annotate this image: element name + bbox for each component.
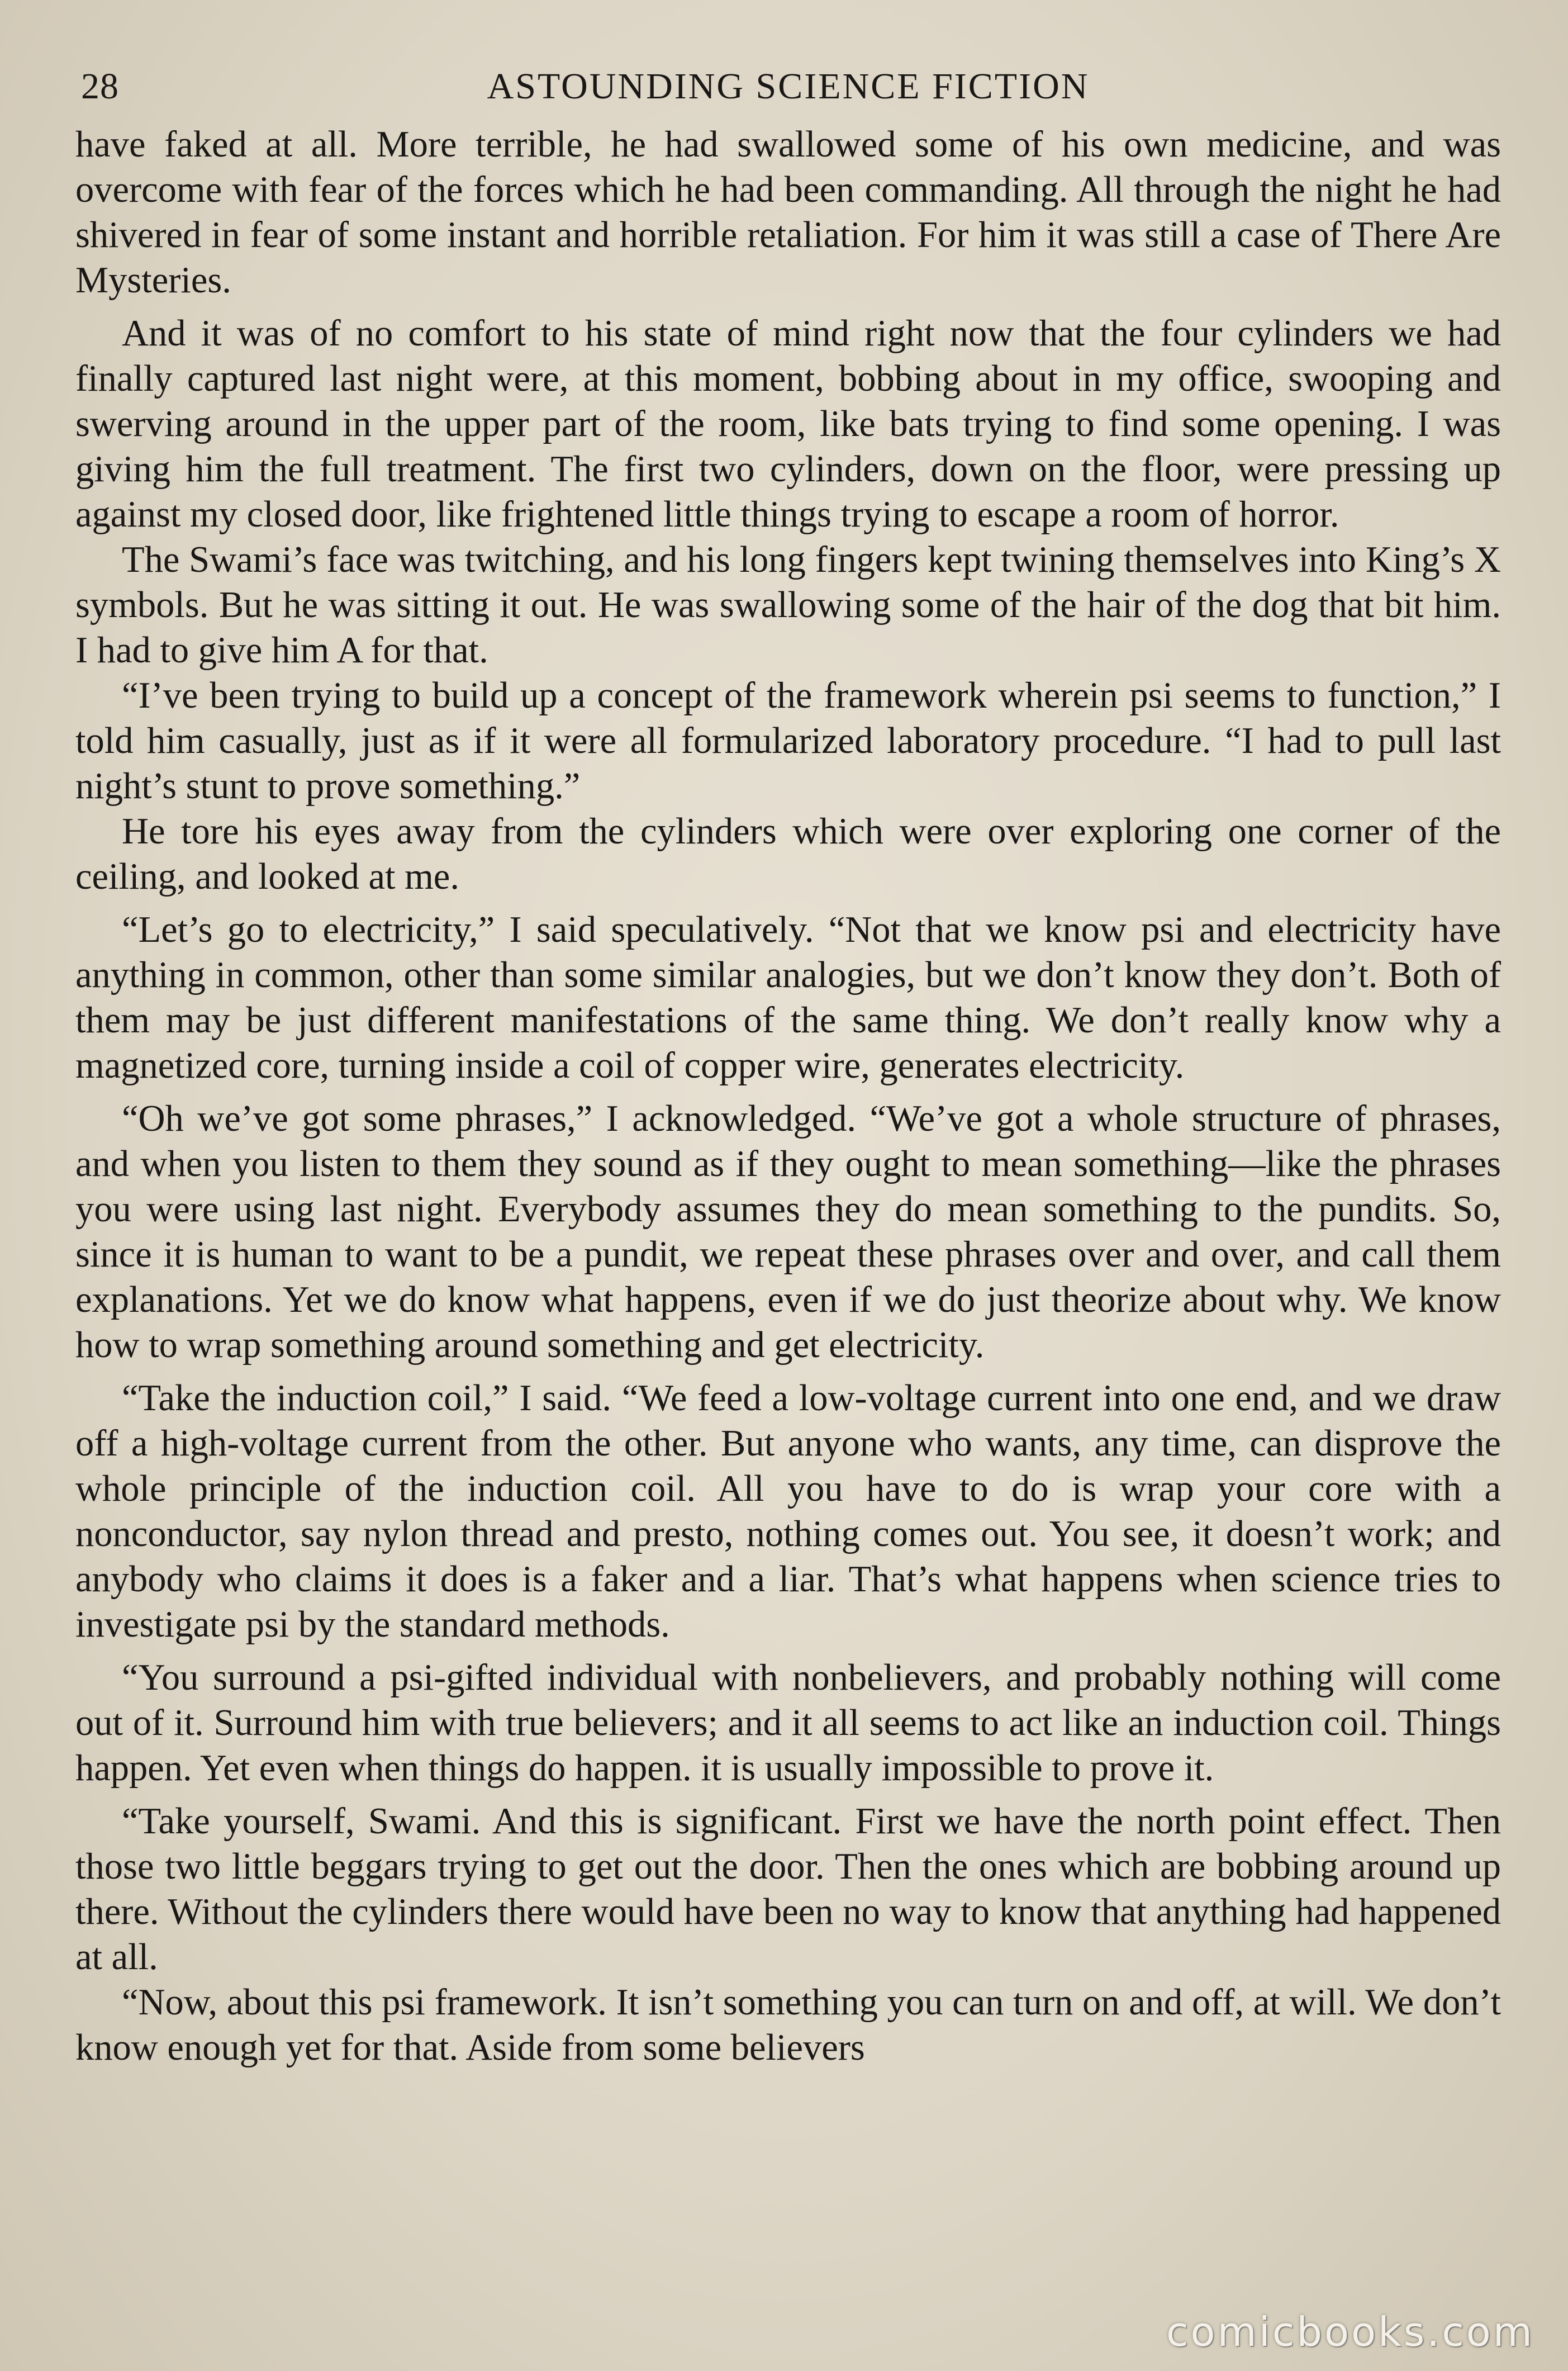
magazine-title: ASTOUNDING SCIENCE FICTION bbox=[487, 66, 1090, 107]
paragraph: “I’ve been trying to build up a concept of the framework wherein psi seems to function,” I told him casually, just as if it were all formularized laboratory procedure. “I had to pull last night’s stunt to prove something.” bbox=[75, 675, 1501, 807]
paragraph: “Now, about this psi framework. It isn’t something you can turn on and off, at will. We don’t know enough yet for that. Aside from some believers bbox=[75, 1982, 1501, 2068]
running-head bbox=[75, 61, 1501, 112]
site-watermark: comicbooks.com bbox=[1166, 2308, 1534, 2355]
page-number: 28 bbox=[81, 66, 119, 107]
paragraph: He tore his eyes away from the cylinders which were over exploring one corner of the ceiling, and looked at me. bbox=[75, 811, 1501, 897]
paragraph: “You surround a psi-gifted individual with nonbelievers, and probably nothing will come out of it. Surround him with true believers; and it all seems to act like an induction coil. Things happen. Yet even when things do happen. it is usually impossible to prove it. bbox=[75, 1657, 1501, 1789]
paragraph: “Oh we’ve got some phrases,” I acknowledged. “We’ve got a whole structure of phrases, and when you listen to them they sound as if they ought to mean something—like the phrases you were using last night. Everybody assumes they do mean something to the pundits. So, since it is human to want to be a pundit, we repeat these phrases over and over, and call them explanations. Yet we do know what happens, even if we do just theorize about why. We know how to wrap something around something and get electricity. bbox=[75, 1098, 1501, 1365]
paragraph: And it was of no comfort to his state of mind right now that the four cylinders we had finally captured last night were, at this moment, bobbing about in my office, swooping and swerving around in the upper part of the room, like bats trying to find some opening. I was giving him the full treatment. The first two cylinders, down on the floor, were pressing up against my closed door, like frightened little things trying to escape a room of horror. bbox=[75, 313, 1501, 535]
story-text bbox=[75, 122, 1501, 2070]
paragraph: “Let’s go to electricity,” I said speculatively. “Not that we know psi and electricity have anything in common, other than some similar analogies, but we don’t know they don’t. Both of them may be just different manifestations of the same thing. We don’t really know why a magnetized core, turning inside a coil of copper wire, generates electricity. bbox=[75, 909, 1501, 1086]
paragraph: “Take the induction coil,” I said. “We feed a low-voltage current into one end, and we draw off a high-voltage current from the other. But anyone who wants, any time, can disprove the whole principle of the induction coil. All you have to do is wrap your core with a nonconductor, say nylon thread and presto, nothing comes out. You see, it doesn’t work; and anybody who claims it does is a faker and a liar. That’s what happens when science tries to investigate psi by the standard methods. bbox=[75, 1378, 1501, 1645]
paragraph: The Swami’s face was twitching, and his long fingers kept twining themselves into King’s X symbols. But he was sitting it out. He was swallowing some of the hair of the dog that bit him. I had to give him A for that. bbox=[75, 539, 1501, 671]
paragraph: have faked at all. More terrible, he had swallowed some of his own medicine, and was overcome with fear of the forces which he had been commanding. All through the night he had shivered in fear of some instant and horrible retaliation. For him it was still a case of There Are Mysteries. bbox=[75, 124, 1501, 301]
paragraph: “Take yourself, Swami. And this is significant. First we have the north point effect. Then those two little beggars trying to get out the door. Then the ones which are bobbing around up there. Without the cylinders there would have been no way to know that anything had happened at all. bbox=[75, 1801, 1501, 1978]
